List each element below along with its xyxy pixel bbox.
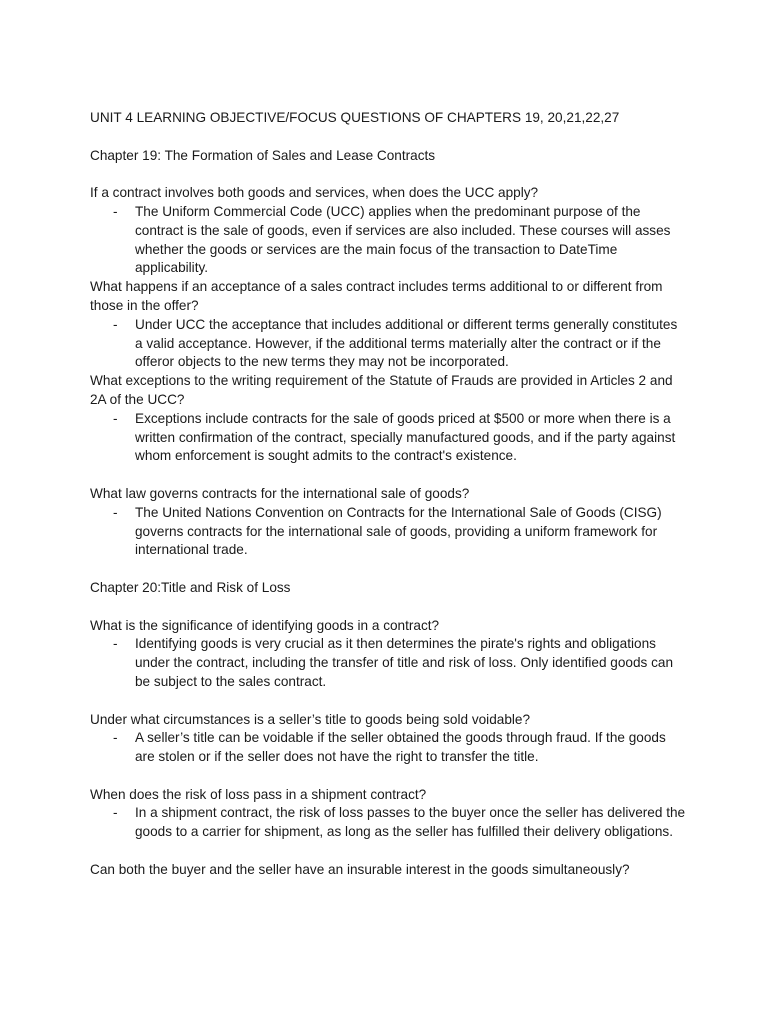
bullet-dash: - [113, 410, 118, 426]
ch20-question-3: When does the risk of loss pass in a shipment contract? [90, 786, 427, 802]
ch19-answer-3 [90, 410, 688, 466]
ch20-answer-3-text: In a shipment contract, the risk of loss passes to the buyer once the seller has delivered the goods to a carrier for shipment, as long as the seller has fulfilled their delivery obligations. [135, 805, 686, 840]
spacer [90, 692, 688, 711]
spacer [90, 598, 688, 617]
bullet-dash: - [113, 636, 118, 652]
bullet-dash: - [113, 316, 118, 332]
ch20-question-4: Can both the buyer and the seller have an insurable interest in the goods simultaneously? [90, 861, 630, 877]
spacer [90, 560, 688, 579]
ch20-answer-3 [90, 804, 688, 842]
ch19-answer-4 [90, 504, 688, 560]
ch20-question-1: What is the significance of identifying goods in a contract? [90, 617, 440, 633]
spacer [90, 128, 688, 147]
ch19-answer-3-text: Exceptions include contracts for the sale of goods priced at $500 or more when there is a written confirmation of the contract, specially manufactured goods, and if the party against whom enforcement is sought admits to the contract's existence. [135, 410, 676, 464]
ch19-answer-2 [90, 316, 688, 372]
chapter-20-heading: Chapter 20:Title and Risk of Loss [90, 579, 291, 595]
ch19-answer-1-text: The Uniform Commercial Code (UCC) applies when the predominant purpose of the contract is the sale of goods, even if services are also included. These courses will asses whether the goods or services are the main focus of the transaction to DateTime applicability. [135, 203, 671, 276]
ch19-question-2: What happens if an acceptance of a sales contract includes terms additional to or different from those in the offer? [90, 279, 663, 313]
ch20-answer-2-text: A seller’s title can be voidable if the seller obtained the goods through fraud. If the goods are stolen or if the seller does not have the right to transfer the title. [135, 730, 666, 765]
spacer [90, 165, 688, 184]
ch19-answer-2-text: Under UCC the acceptance that includes additional or different terms generally constitutes a valid acceptance. However, if the additional terms materially alter the contract or if the offeror objects to the new terms they may not be incorporated. [135, 316, 678, 370]
ch19-answer-4-text: The United Nations Convention on Contracts for the International Sale of Goods (CISG) governs contracts for the international sale of goods, providing a uniform framework for international trade. [135, 504, 662, 558]
ch20-answer-1-text: Identifying goods is very crucial as it then determines the pirate's rights and obligations under the contract, including the transfer of title and risk of loss. Only identified goods can be subject to the sales contract. [135, 636, 674, 689]
ch19-answer-1 [90, 203, 688, 278]
ch19-question-3: What exceptions to the writing requirement of the Statute of Frauds are provided in Articles 2 and 2A of the UCC? [90, 373, 673, 407]
ch19-question-4: What law governs contracts for the international sale of goods? [90, 485, 470, 501]
bullet-dash: - [113, 504, 118, 520]
bullet-dash: - [113, 730, 118, 746]
bullet-dash: - [113, 203, 118, 219]
ch19-question-1: If a contract involves both goods and services, when does the UCC apply? [90, 185, 539, 201]
ch20-question-2: Under what circumstances is a seller’s title to goods being sold voidable? [90, 711, 531, 727]
document-title: UNIT 4 LEARNING OBJECTIVE/FOCUS QUESTIONS OF CHAPTERS 19, 20,21,22,27 [90, 110, 620, 125]
bullet-dash: - [113, 805, 118, 821]
ch20-answer-2 [90, 729, 688, 767]
spacer [90, 466, 688, 485]
spacer [90, 767, 688, 786]
chapter-19-heading: Chapter 19: The Formation of Sales and Lease Contracts [90, 147, 436, 163]
spacer [90, 842, 688, 861]
ch20-answer-1 [90, 635, 688, 691]
